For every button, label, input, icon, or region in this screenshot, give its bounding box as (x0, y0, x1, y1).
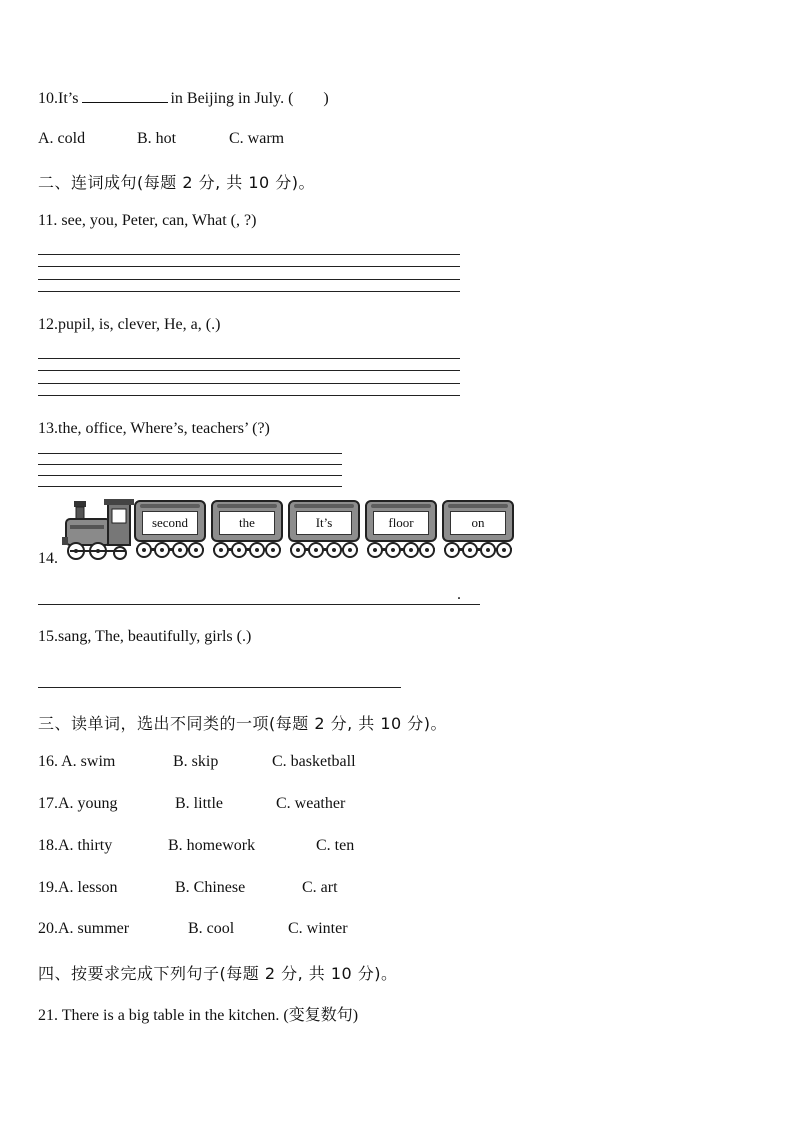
question-11: 11. see, you, Peter, can, What (, ?) (38, 212, 257, 229)
train-wheels-3 (288, 540, 360, 560)
train-car-2 (211, 500, 283, 542)
train-wheels-4 (365, 540, 437, 560)
question-10-stem (38, 88, 329, 108)
q16-option-c: C. basketball (272, 753, 356, 770)
train-car-3 (288, 500, 360, 542)
train-word-4: floor (373, 511, 429, 535)
question-21: 21. There is a big table in the kitchen. (变复数句) (38, 1007, 359, 1024)
question-15: 15.sang, The, beautifully, girls (.) (38, 628, 252, 645)
q11-answer-line-2[interactable] (38, 266, 460, 267)
q10-stem-middle: in Beijing in July. ( (170, 90, 294, 107)
q14-end-mark: . (457, 586, 461, 603)
q16-option-a: 16. A. swim (38, 753, 116, 770)
q13-answer-line-1[interactable] (38, 453, 342, 454)
train-word-5: on (450, 511, 506, 535)
question-13: 13.the, office, Where’s, teachers’ (?) (38, 420, 270, 437)
q17-option-b: B. little (175, 795, 223, 812)
q20-option-b: B. cool (188, 920, 235, 937)
q20-option-c: C. winter (288, 920, 348, 937)
train-wheels-2 (211, 540, 283, 560)
q19-option-a: 19.A. lesson (38, 879, 118, 896)
q10-option-c: C. warm (229, 130, 285, 147)
section-3-title: 三、读单词，选出不同类的一项(每题 2 分, 共 10 分)。 (38, 714, 448, 733)
q18-option-b: B. homework (168, 837, 256, 854)
section-2-title: 二、连词成句(每题 2 分, 共 10 分)。 (38, 173, 316, 192)
q11-answer-line-1[interactable] (38, 254, 460, 255)
q16-option-b: B. skip (173, 753, 219, 770)
question-12: 12.pupil, is, clever, He, a, (.) (38, 316, 221, 333)
q13-answer-line-4[interactable] (38, 486, 342, 487)
q19-option-b: B. Chinese (175, 879, 246, 896)
q10-stem-end: ) (323, 90, 329, 107)
q10-answer-blank[interactable] (82, 88, 168, 103)
train-car-5 (442, 500, 514, 542)
q12-answer-line-2[interactable] (38, 370, 460, 371)
q12-answer-line-4[interactable] (38, 395, 460, 396)
q15-answer-line[interactable] (38, 687, 401, 688)
q14-answer-line[interactable] (38, 604, 480, 605)
q10-option-b: B. hot (137, 130, 177, 147)
q17-option-c: C. weather (276, 795, 346, 812)
section-4-title: 四、按要求完成下列句子(每题 2 分, 共 10 分)。 (38, 964, 398, 983)
q18-option-a: 18.A. thirty (38, 837, 113, 854)
q20-option-a: 20.A. summer (38, 920, 130, 937)
q17-option-a: 17.A. young (38, 795, 118, 812)
q13-answer-line-2[interactable] (38, 464, 342, 465)
train-word-2: the (219, 511, 275, 535)
q19-option-c: C. art (302, 879, 338, 896)
train-wheels-1 (134, 540, 206, 560)
q18-option-c: C. ten (316, 837, 355, 854)
question-14-number: 14. (38, 550, 58, 567)
train-wheels-5 (442, 540, 514, 560)
train-word-1: second (142, 511, 198, 535)
q12-answer-line-3[interactable] (38, 383, 460, 384)
q12-answer-line-1[interactable] (38, 358, 460, 359)
q13-answer-line-3[interactable] (38, 475, 342, 476)
train-car-4 (365, 500, 437, 542)
q10-option-a: A. cold (38, 130, 86, 147)
train-engine-icon (60, 497, 134, 563)
train-car-1 (134, 500, 206, 542)
q11-answer-line-4[interactable] (38, 291, 460, 292)
q10-stem-start: 10.It’s (38, 90, 79, 107)
train-word-3: It’s (296, 511, 352, 535)
q11-answer-line-3[interactable] (38, 279, 460, 280)
